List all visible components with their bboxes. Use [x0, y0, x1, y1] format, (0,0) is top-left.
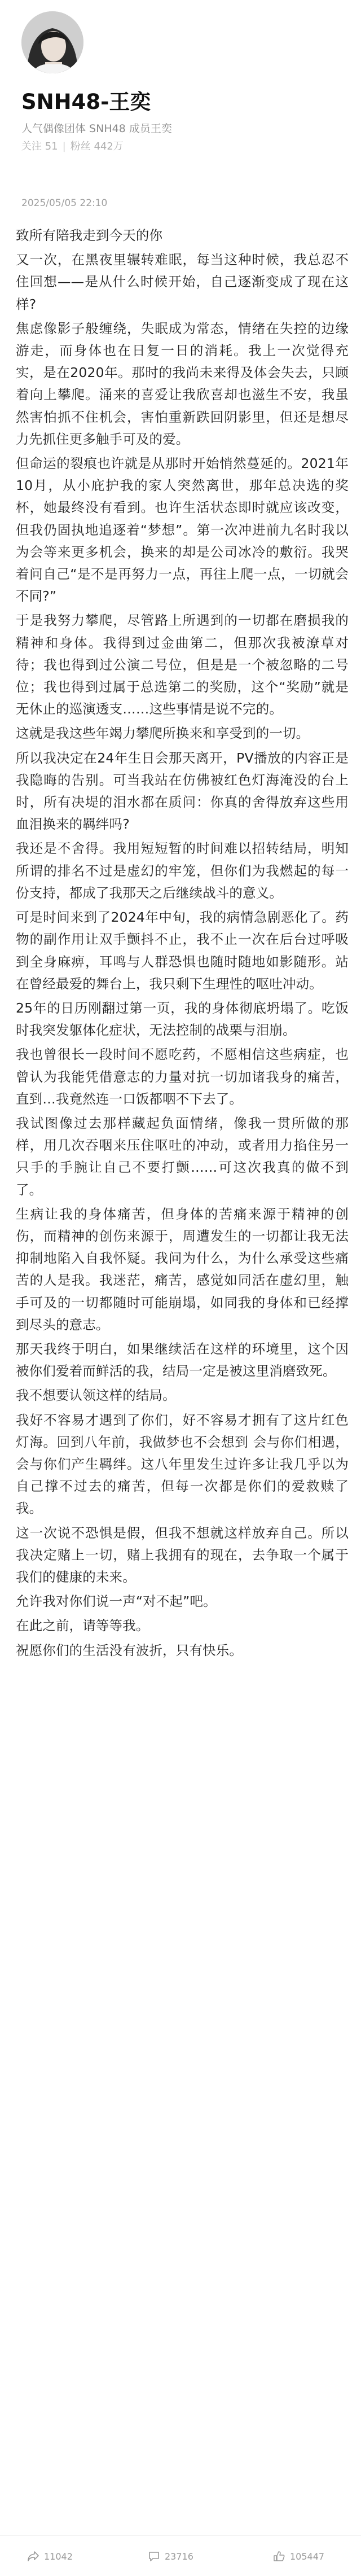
post-paragraph: 祝愿你们的生活没有波折，只有快乐。: [16, 1642, 243, 1658]
share-icon: [27, 2551, 39, 2562]
post-date: 2025/05/05 22:10: [21, 198, 108, 209]
profile-stats: [21, 138, 124, 153]
like-icon: [273, 2551, 285, 2562]
followers-count[interactable]: 粉丝 442万: [70, 141, 124, 152]
post-paragraph: 于是我努力攀爬，尽管路上所遇到的一切都在磨损我的精神和身体。我得到过金曲第二，但那次我被潦草对待；我也得到过公演二号位，但是是一个被忽略的二号位；我也得到过属于总选第二的奖励，这个“奖励”就是无休止的巡演透支……这些事情是说不完的。: [16, 612, 349, 717]
post-paragraph: 又一次，在黑夜里辗转难眠，每当这种时候，我总忍不住回想——是从什么时候开始，自己逐渐变成了现在这样?: [16, 252, 349, 312]
profile-name[interactable]: SNH48-王奕: [21, 90, 151, 114]
stats-divider: |: [62, 141, 66, 152]
post-paragraph: 我还是不舍得。我用短短暂的时间难以招转结局，明知所谓的排名不过是虚幻的牢笼，但你们为我燃起的每一份支持，都成了我那天之后继续战斗的意义。: [16, 840, 349, 901]
verification-text: 人气偶像团体 SNH48 成员王奕: [21, 122, 172, 135]
post-paragraph: 这一次说不恐惧是假，但我不想就这样放弃自己。所以我决定赌上一切，赌上我拥有的现在，去争取一个属于我们的健康的未来。: [16, 1524, 349, 1585]
share-button[interactable]: [27, 2551, 73, 2562]
post-paragraph: 允许我对你们说一声“对不起”吧。: [16, 1593, 217, 1610]
like-count: 105447: [290, 2551, 325, 2562]
following-count[interactable]: 关注 51: [21, 141, 58, 152]
post-paragraph: 我好不容易才遇到了你们，好不容易才拥有了这片红色灯海。回到八年前，我做梦也不会想到 会与你们相遇，会与你们产生羁绊。这八年里发生过许多让我几乎以为自己撑不过去的痛苦，但每一次都是你们的爱救赎了我。: [16, 1412, 349, 1517]
avatar[interactable]: [21, 11, 83, 73]
post-paragraph: 我试图像过去那样藏起负面情绪，像我一贯所做的那样，用几次吞咽来压住呕吐的冲动，或者用力掐住另一只手的手腕让自己不要打颤……可这次我真的做不到了。: [16, 1115, 349, 1198]
post-paragraph: 我也曾很长一段时间不愿吃药，不愿相信这些病症，也曾认为我能凭借意志的力量对抗一切加诸我身的痛苦，直到…我竟然连一口饭都咽不下去了。: [16, 1046, 349, 1107]
post-paragraph: 可是时间来到了2024年中旬，我的病情急剧恶化了。药物的副作用让双手颤抖不止，我不止一次在后台过呼吸到全身麻痹，耳鸣与人群恐惧也随时随地如影随形。站在曾经最爱的舞台上，我只剩下生理性的呕吐冲动。: [16, 909, 349, 992]
share-count: 11042: [44, 2551, 73, 2562]
post-paragraph: 生病让我的身体痛苦，但身体的苦痛来源于精神的创伤，而精神的创伤来源于，周遭发生的一切都让我无法抑制地陷入自我怀疑。我问为什么，为什么承受这些痛苦的人是我。我迷茫，痛苦，感觉如同活在虚幻里，触手可及的一切都随时可能崩塌，如同我的身体和已经撑到尽头的意志。: [16, 1206, 349, 1333]
comment-button[interactable]: [148, 2551, 193, 2562]
post-paragraph: 这就是我这些年竭力攀爬所换来和享受到的一切。: [16, 725, 310, 742]
like-button[interactable]: [273, 2551, 324, 2562]
action-bar: [0, 2535, 361, 2576]
profile-header: [0, 0, 361, 210]
post-paragraph: 在此之前，请等等我。: [16, 1618, 149, 1634]
post-body: [16, 225, 349, 1664]
post-paragraph: 所以我决定在24年生日会那天离开，PV播放的内容正是我隐晦的告别。可当我站在仿佛被红色灯海淹没的台上时，所有决堤的泪水都在质问：你真的舍得放弃这些用血泪换来的羁绊吗?: [16, 750, 349, 833]
comment-icon: [148, 2551, 160, 2562]
post-paragraph: 我不想要认领这样的结局。: [16, 1387, 176, 1404]
post-paragraph: 但命运的裂痕也许就是从那时开始悄然蔓延的。2021年10月，从小庇护我的家人突然离世，那年总决选的奖杯，她最终没有看到。也许生活状态即时就应该改变，但我仍固执地追逐着“梦想”。第一次冲进前九名时我以为会等来更多机会，换来的却是公司冰冷的敷衍。我哭着问自己“是不是再努力一点，再往上爬一点，一切就会不同?”: [16, 455, 349, 604]
post-paragraph: 焦虑像影子般缠绕，失眠成为常态，情绪在失控的边缘游走，而身体也在日复一日的消耗。我上一次觉得充实，是在2020年。那时的我尚未来得及体会失去，只顾着向上攀爬。涌来的喜爱让我欣喜却也滋生不安，我虽然害怕抓不住机会，害怕重新跌回阴影里，但还是想尽力先抓住更多触手可及的爱。: [16, 320, 349, 447]
avatar-portrait-icon: [21, 11, 83, 73]
post-paragraph: 致所有陪我走到今天的你: [16, 227, 163, 243]
post-paragraph: 25年的日历刚翻过第一页，我的身体彻底坍塌了。吃饭时我突发躯体化症状，无法控制的战栗与泪崩。: [16, 1000, 349, 1039]
comment-count: 23716: [165, 2551, 193, 2562]
post-paragraph: 那天我终于明白，如果继续活在这样的环境里，这个因被你们爱着而鲜活的我，结局一定是被这里消磨致死。: [16, 1340, 349, 1379]
